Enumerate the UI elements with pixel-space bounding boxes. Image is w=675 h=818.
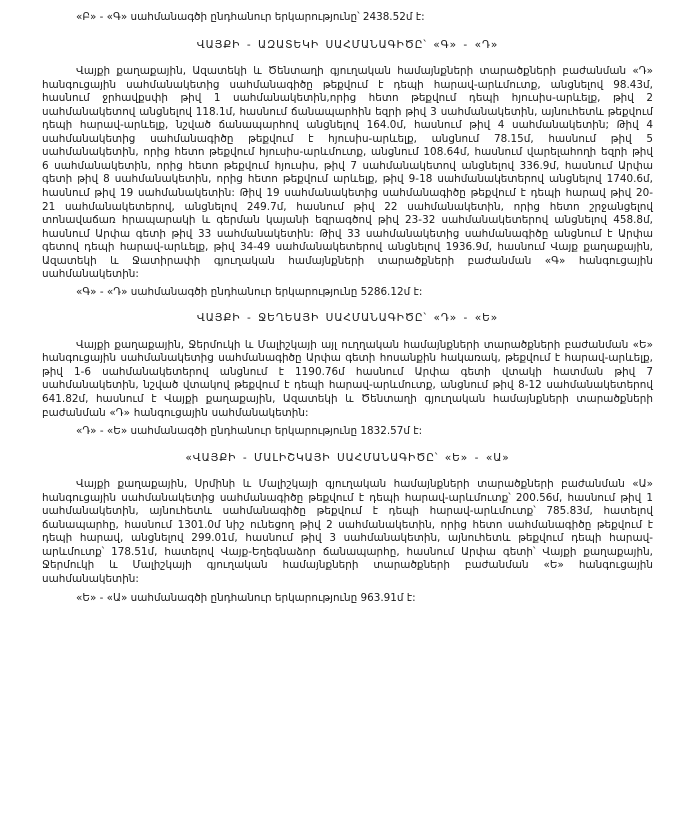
boundary-summary-bg: «Բ» - «Գ» սահմանագծի ընդհանուր երկարությունը՝ 2438.52մ է: <box>76 11 425 23</box>
section-body-vayk-jermuk: Վայքի քաղաքային, Ջերմուկի և Մալիշկայի այլ ուղղական համայնքների տարածքների բաժանման «Ե» հանգուցային սահմանակետից սահմանագիծը Արփա գետի հոսանքին հակառակ, թեքվում է հարավ-արևելք, թիվ 1-6 սահմանակետերով անցնում է 1190.76մ հասնում Արփա գետի վտակի հատման թիվ 7 սահմանակետին, նշված վտակով թեքվում է դեպի հարավ-արևմուտք, անցնում թիվ 8-12 սահմանակետերով 641.82մ, հասնում է Վայքի քաղաքային, Ազատեկի և Ծենտաղի գյուղական համայնքների տարածքների բաժանման «Դ» հանգուցային սահմանակետին: <box>42 338 653 419</box>
spacer <box>42 465 653 478</box>
section-body-vayk-azatek: Վայքի քաղաքային, Ազատեկի և Ծենտաղի գյուղական համայնքների տարածքների բաժանման «Դ» հանգուցային սահմանակետից սահմանագիծը թեքվում է դեպի հարավ-արևմուտք, անցնելով 98.43մ, հասնում ջրհավքսփի թիվ 1 սահմանակետին,որից հետո թեքվում դեպի հյուսիս-արևելք, թիվ 2 սահմանակետով անցնելով 118.1մ, հասնում ճանապարհին եզրի թիվ 3 սահմանակետին, այնուհետև թեքվում դեպի հարավ-արևելք, նշված ճանապարհով անցնելով 164.0մ, հասնում թիվ 4 սահմանակետին; Թիվ 4 սահմանակետից սահմանագիծը թեքվում է հյուսիս-արևելք, անցնում 78.15մ, հասնում թիվ 5 սահմանակետին, որից հետո թեքվում հյուսիս-արևմուտք, անցնում 108.64մ, հասնում վարելահողի եզրի թիվ 6 սահմանակետին, որից հետո թեքվում հյուսիս, թիվ 7 սահմանակետով անցնելով 336.9մ, հասնում Արփա գետի թիվ 8 սահմանակետին, որից հետո թեքվում արևելք, թիվ 9-18 սահմանակետերով անցնելով 1740.6մ, հասնում թիվ 19 սահմանակետին: Թիվ 19 սահմանակետից սահմանագիծը թեքվում է դեպի հարավ թիվ 20-21 սահմանակետերով, անցնելով 249.7մ, հասնում թիվ 22 սահմանակետին, որից հետո շրջանցելով տոնավաճառ հրապարակի և գերման կայանի եզրագծով թիվ 23-32 սահմանակետերով անցնելով 458.8մ, հասնում Արփա գետի թիվ 33 սահմանակետին: Թիվ 33 սահմանակետից սահմանագիծը անցնում է Արփա գետով դեպի հարավ-արևելք, թիվ 34-49 սահմանակետերով անցնելով 1936.9մ, հասնում Վայք քաղաքային, Ազատեկի և Ջատիրափի գյուղական համայնքների տարածքների բաժանման «Գ» հանգուցային սահմանակետին: <box>42 65 653 281</box>
section-heading-vayk-azatek: ՎԱՅՔԻ - ԱԶԱՏԵԿԻ ՍԱՀՄԱՆԱԳԻԾԸ՝ «Գ» - «Դ» <box>196 38 499 51</box>
spacer <box>42 25 653 39</box>
boundary-summary-ea: «Ե» - «Ա» սահմանագծի ընդհանուր երկարությունը 963.91մ է: <box>76 591 416 604</box>
spacer <box>42 299 653 312</box>
document-body <box>42 6 653 605</box>
boundary-summary-de: «Դ» - «Ե» սահմանագծի ընդհանուր երկարությունը 1832.57մ է: <box>76 425 423 438</box>
boundary-summary-gd: «Գ» - «Դ» սահմանագծի ընդհանուր երկարությունը 5286.12մ է: <box>76 285 423 298</box>
section-heading-vayk-jermuk: ՎԱՅՔԻ - ՋԵՂԵԱՅԻ ՍԱՀՄԱՆԱԳԻԾԸ՝ «Դ» - «Ե» <box>196 312 499 325</box>
section-heading-vayk-malishka: «ՎԱՅՔԻ - ՄԱԼԻՇԿԱՅԻ ՍԱՀՄԱՆԱԳԻԾԸ՝ «Ե» - «Ա» <box>185 451 510 464</box>
spacer <box>42 326 653 339</box>
section-body-vayk-malishka: Վայքի քաղաքային, Սրմինի և Մալիշկայի գյուղական համայնքների տարածքների բաժանման «Ա» հանգուցային սահմանակետից սահմանագիծը թեքվում է դեպի հարավ-արևմուտք՝ 200.56մ, հասնում թիվ 1 սահմանակետին, այնուհետև սահմանագիծը թեքվում է դեպի հարավ-արևմուտք՝ 785.83մ, հատելով ճանապարհը, հասնում 1301.0մ նիշ ունեցող թիվ 2 սահմանակետին, որից հետո սահմանագիծը թեքվում է դեպի հարավ, անցնելով 299.01մ, հասնում թիվ 3 սահմանակետին, այնուհետև թեքվում դեպի հարավ-արևմուտք՝ 178.51մ, հատելով Վայք-Եղեգնաձոր ճանապարհը, հասնում Արփա գետի՝ Վայքի քաղաքային, Ջերմուկի և Մալիշկայի գյուղական համայնքների տարածքների բաժանման «Ե» հանգուցային սահմանակետին: <box>42 478 653 585</box>
spacer <box>42 52 653 65</box>
spacer <box>42 439 653 452</box>
